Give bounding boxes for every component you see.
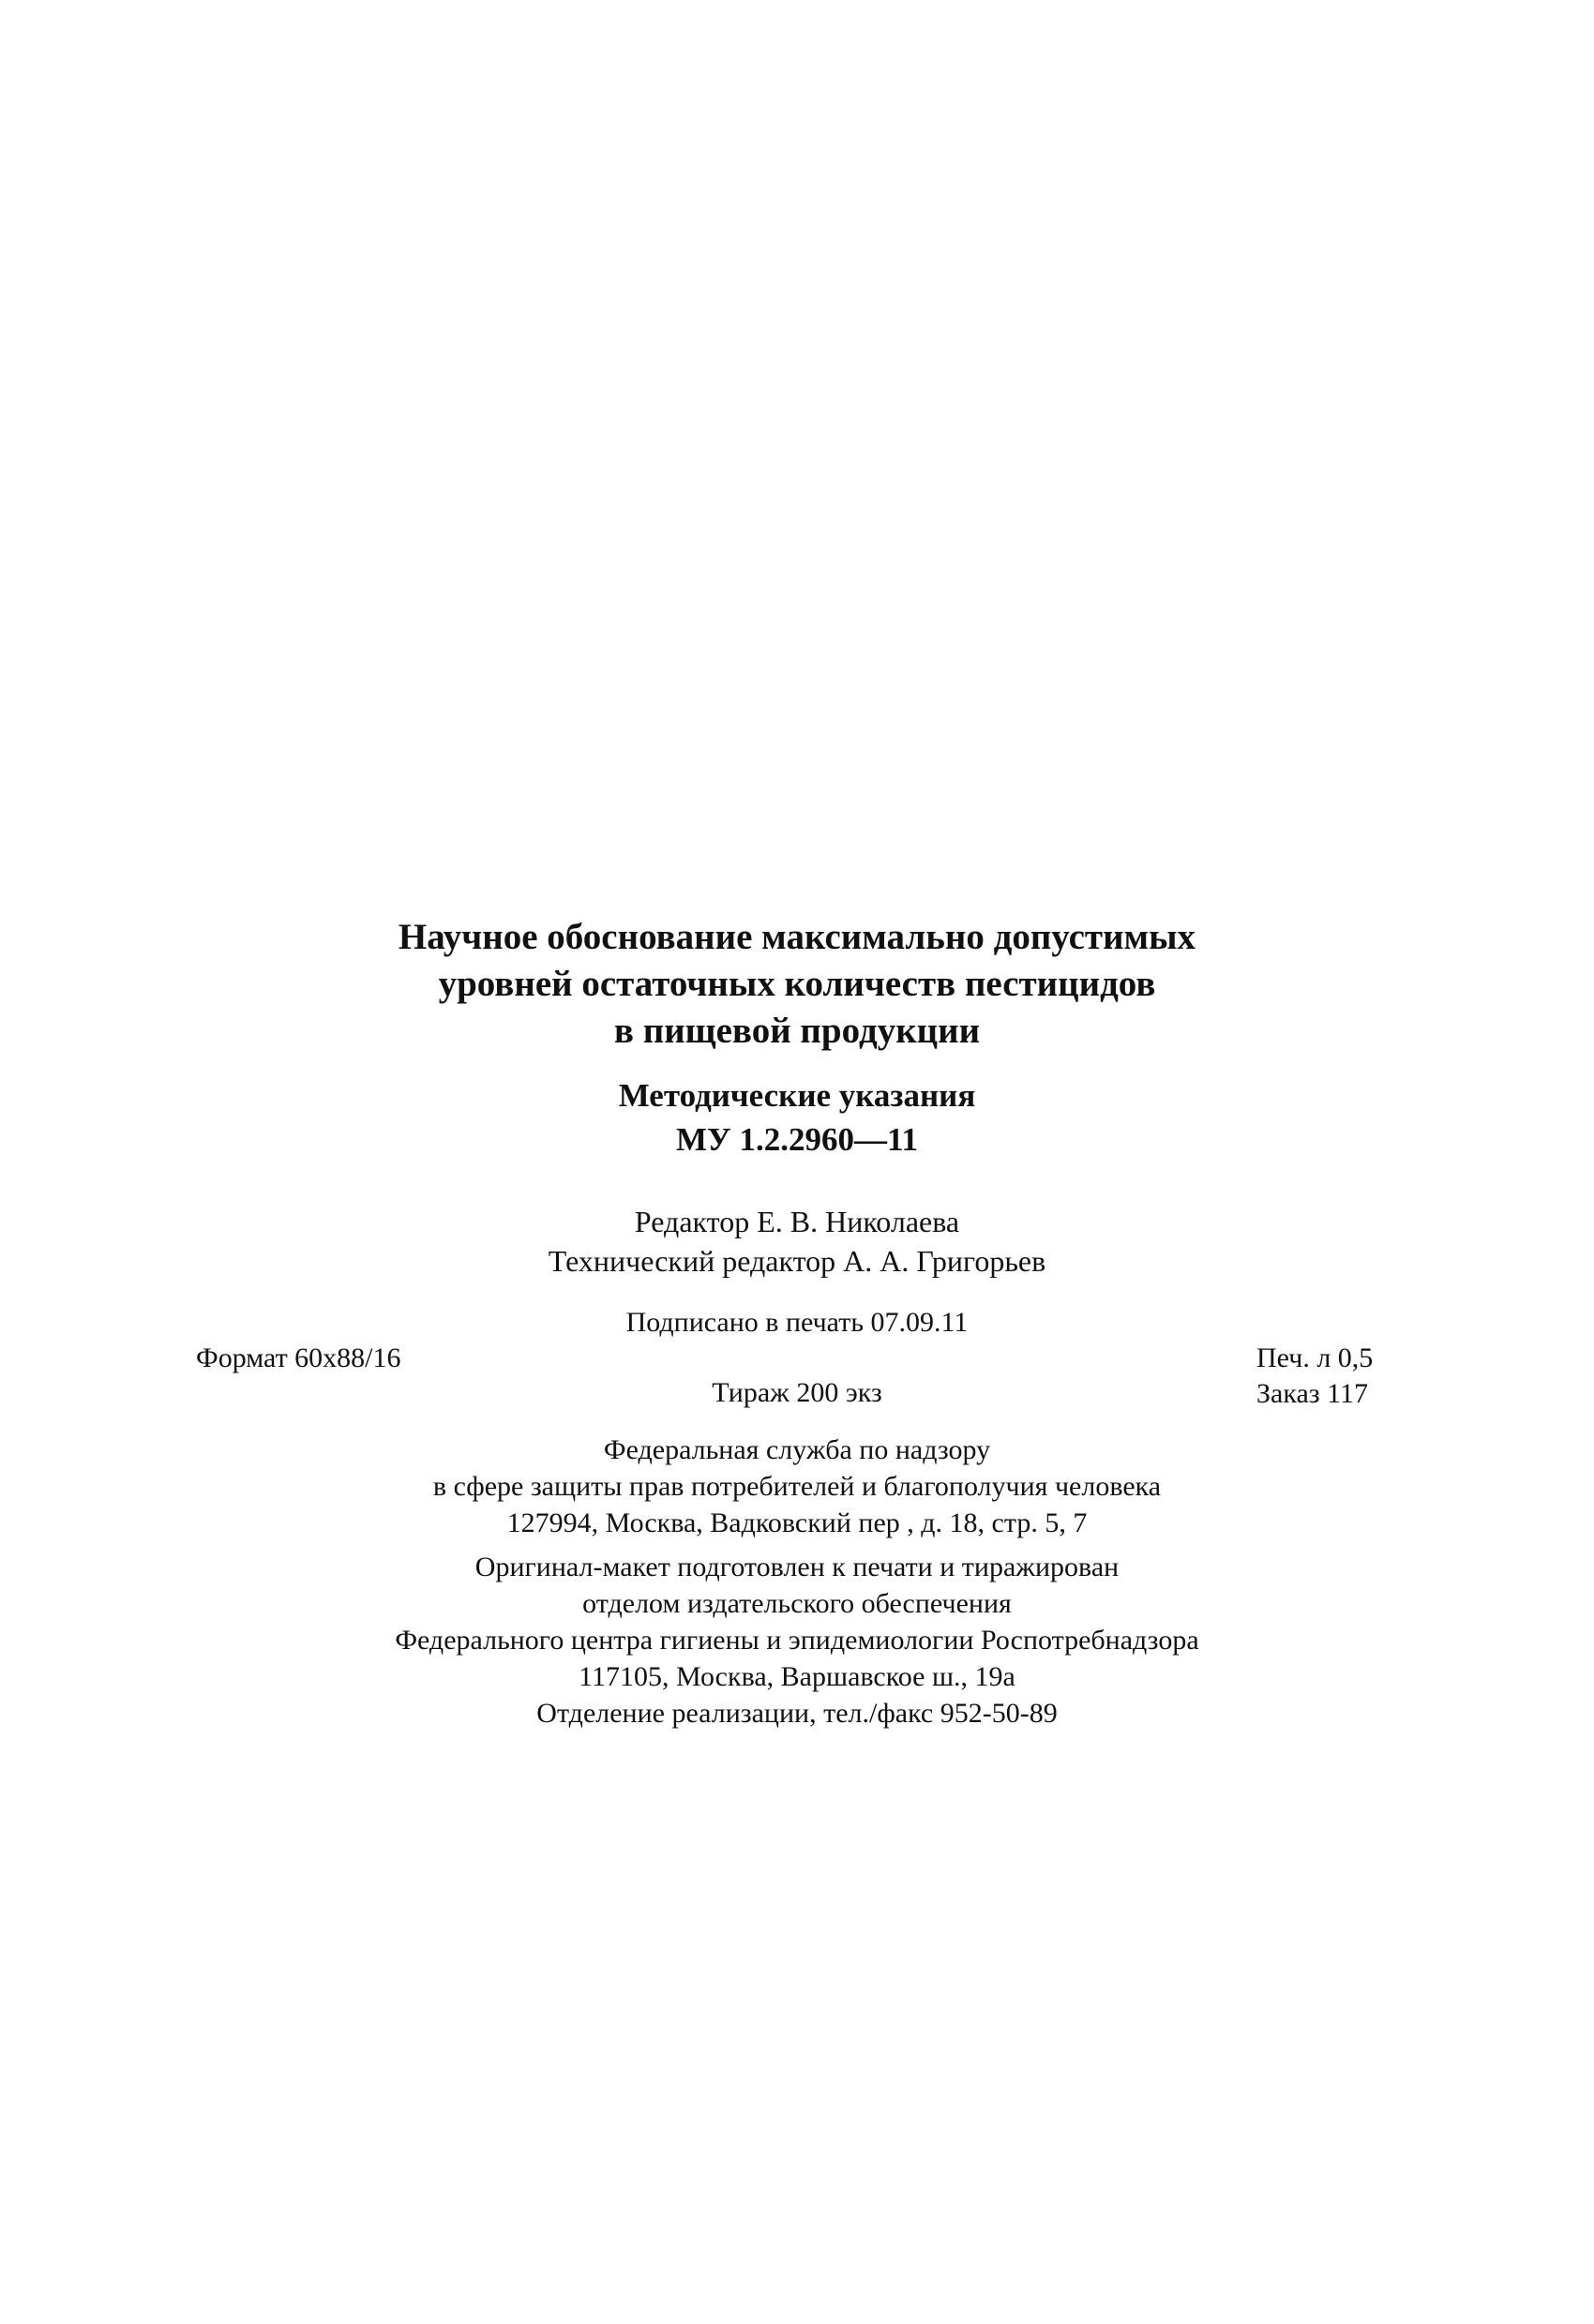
- document-title: [0, 914, 1594, 1055]
- title-line-3: в пищевой продукции: [613, 1011, 981, 1051]
- document-subtitle: [0, 1073, 1594, 1162]
- paper-format: Формат 60x88/16: [196, 1342, 401, 1373]
- printer-block: [0, 1549, 1594, 1732]
- editor-name: Редактор Е. В. Николаева: [634, 1205, 960, 1238]
- signed-date: Подписано в печать 07.09.11: [625, 1307, 969, 1338]
- printer-address: 117105, Москва, Варшавское ш., 19а: [579, 1661, 1015, 1692]
- agency-line-2: в сфере защиты прав потребителей и благополучия человека: [432, 1471, 1162, 1502]
- editors-block: [0, 1202, 1594, 1281]
- doc-type: Методические указания: [618, 1077, 976, 1114]
- print-run: [0, 1375, 1594, 1411]
- printer-line-2: отделом издательского обеспечения: [582, 1588, 1012, 1619]
- printer-line-3: Федерального центра гигиены и эпидемиологии Роспотребнадзора: [395, 1625, 1199, 1656]
- agency-address: 127994, Москва, Вадковский пер , д. 18, стр. 5, 7: [506, 1507, 1088, 1538]
- title-line-1: Научное обоснование максимально допустимых: [398, 917, 1196, 957]
- print-run-text: Тираж 200 экз: [712, 1377, 882, 1408]
- print-sheets: Печ. л 0,5: [1256, 1342, 1374, 1373]
- order-number: Заказ 117: [1256, 1378, 1369, 1409]
- sales-contact: Отделение реализации, тел./факс 952-50-89: [536, 1698, 1058, 1729]
- signed-to-print: [0, 1305, 1594, 1341]
- printer-line-1: Оригинал-макет подготовлен к печати и тиражирован: [474, 1552, 1120, 1582]
- agency-block: [0, 1432, 1594, 1541]
- title-line-2: уровней остаточных количеств пестицидов: [438, 964, 1156, 1004]
- tech-editor-name: Технический редактор А. А. Григорьев: [548, 1244, 1046, 1278]
- agency-line-1: Федеральная служба по надзору: [603, 1434, 991, 1465]
- doc-number: МУ 1.2.2960—11: [675, 1121, 919, 1158]
